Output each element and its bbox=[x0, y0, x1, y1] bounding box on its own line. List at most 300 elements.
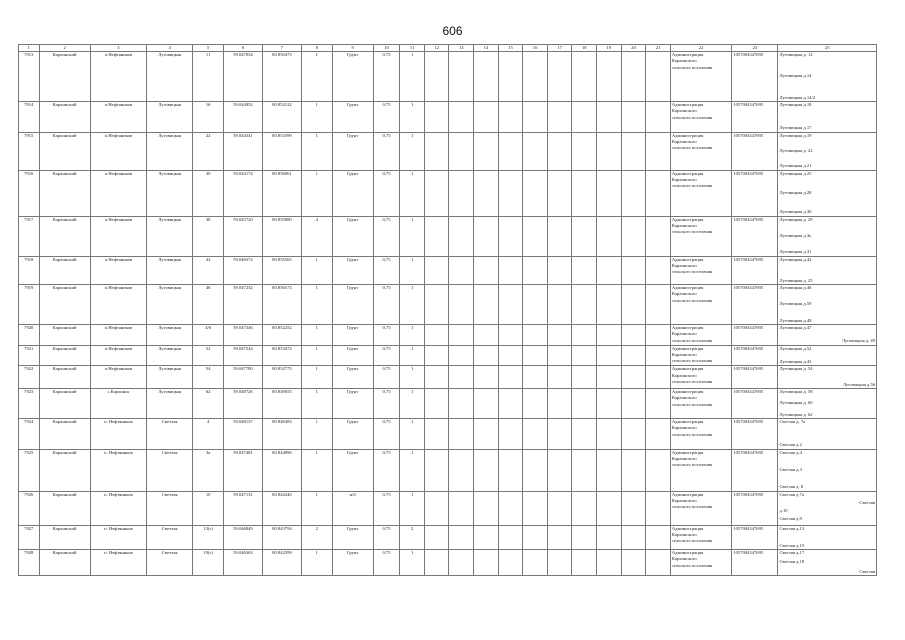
served-address: Светлая д.17 bbox=[779, 550, 805, 556]
empty-cell bbox=[621, 325, 646, 346]
area-cell: 0,75 bbox=[373, 550, 400, 576]
empty-cell bbox=[474, 170, 499, 216]
inn-cell: 1057004347695 bbox=[732, 449, 778, 491]
served-address: Луговицкая д. 29 bbox=[779, 216, 813, 222]
street-cell: Луговицкая bbox=[147, 366, 193, 389]
served-addresses-cell bbox=[778, 132, 877, 170]
empty-cell bbox=[498, 366, 523, 389]
served-address: Луговицкая д.25 bbox=[779, 170, 812, 176]
column-number-header: 6 bbox=[224, 45, 263, 52]
latitude-cell: 59.046363 bbox=[224, 550, 263, 576]
row-number-cell: 7921 bbox=[19, 345, 40, 366]
empty-cell bbox=[424, 170, 449, 216]
served-address: Светлая д.15 bbox=[779, 542, 805, 548]
empty-cell bbox=[523, 550, 548, 576]
empty-cell bbox=[498, 418, 523, 449]
longitude-cell: 80.856061 bbox=[262, 170, 301, 216]
district-cell: Карлинский bbox=[39, 132, 90, 170]
owner-cell bbox=[670, 525, 732, 550]
settlement-cell: п.Нефтяников bbox=[90, 170, 146, 216]
owner-line: Карлинского bbox=[671, 331, 697, 337]
empty-cell bbox=[572, 102, 597, 133]
empty-cell bbox=[474, 366, 499, 389]
empty-cell bbox=[523, 345, 548, 366]
empty-cell bbox=[474, 285, 499, 325]
quantity-cell: 1 bbox=[301, 345, 332, 366]
inn-cell: 1057004347695 bbox=[732, 52, 778, 102]
empty-cell bbox=[572, 345, 597, 366]
house-cell: 54 bbox=[193, 366, 224, 389]
empty-cell bbox=[424, 366, 449, 389]
empty-cell bbox=[424, 525, 449, 550]
longitude-cell: 80.853399 bbox=[262, 132, 301, 170]
bin-count-cell: 1 bbox=[400, 491, 425, 525]
quantity-cell: 1 bbox=[301, 256, 332, 285]
area-cell: 0,75 bbox=[373, 418, 400, 449]
owner-line: Карлинского bbox=[671, 531, 697, 537]
empty-cell bbox=[449, 491, 474, 525]
column-number-header: 21 bbox=[646, 45, 671, 52]
served-address: Луговицкая д.14 bbox=[779, 73, 812, 79]
served-address: Светлая д.3 bbox=[779, 466, 802, 472]
served-address: Луговицкая д.30 bbox=[779, 209, 812, 215]
quantity-cell: 1 bbox=[301, 52, 332, 102]
empty-cell bbox=[547, 102, 572, 133]
owner-cell bbox=[670, 285, 732, 325]
settlement-cell: п.Нефтяников bbox=[90, 216, 146, 256]
served-address: Светлая д.2 bbox=[779, 442, 802, 448]
empty-cell bbox=[597, 52, 622, 102]
empty-cell bbox=[547, 418, 572, 449]
served-address: Луговицкая д. 49 bbox=[841, 338, 875, 344]
owner-line: Карлинского bbox=[671, 497, 697, 503]
owner-line: Администрация bbox=[671, 366, 704, 372]
empty-cell bbox=[621, 491, 646, 525]
served-addresses-cell bbox=[778, 449, 877, 491]
bin-count-cell: 1 bbox=[400, 366, 425, 389]
empty-cell bbox=[547, 170, 572, 216]
settlement-cell: п. Нефтяников bbox=[90, 550, 146, 576]
column-number-header: 25 bbox=[778, 45, 877, 52]
latitude-cell: 59.046849 bbox=[224, 525, 263, 550]
latitude-cell: 59.047034 bbox=[224, 52, 263, 102]
empty-cell bbox=[498, 285, 523, 325]
bin-count-cell: 1 bbox=[400, 132, 425, 170]
served-address: Луговицкая д. 22 bbox=[779, 147, 813, 153]
served-address: Луговицкая д.18 bbox=[779, 102, 812, 107]
bin-count-cell: 1 bbox=[400, 170, 425, 216]
owner-line: сельского поселения bbox=[671, 297, 713, 303]
owner-line: Администрация bbox=[671, 52, 704, 57]
empty-cell bbox=[424, 418, 449, 449]
empty-cell bbox=[597, 345, 622, 366]
empty-cell bbox=[597, 102, 622, 133]
empty-cell bbox=[621, 256, 646, 285]
quantity-cell: 1 bbox=[301, 491, 332, 525]
owner-line: сельского поселения bbox=[671, 401, 713, 407]
empty-cell bbox=[597, 256, 622, 285]
settlement-cell: п.Нефтяников bbox=[90, 132, 146, 170]
served-address: Светлая д.4 bbox=[779, 449, 802, 455]
table-row bbox=[19, 325, 877, 346]
empty-cell bbox=[572, 256, 597, 285]
table-row bbox=[19, 345, 877, 366]
column-number-header: 11 bbox=[400, 45, 425, 52]
settlement-cell: п.Нефтяников bbox=[90, 345, 146, 366]
street-cell: Луговицкая bbox=[147, 132, 193, 170]
longitude-cell: 80.852775 bbox=[262, 366, 301, 389]
served-address: Луговицкая д. 25 bbox=[779, 277, 813, 283]
house-cell: 42 bbox=[193, 256, 224, 285]
empty-cell bbox=[646, 550, 671, 576]
owner-line: сельского поселения bbox=[671, 562, 713, 568]
latitude-cell: 59.048726 bbox=[224, 388, 263, 418]
empty-cell bbox=[572, 170, 597, 216]
empty-cell bbox=[449, 256, 474, 285]
empty-cell bbox=[572, 418, 597, 449]
area-cell: 0,75 bbox=[373, 285, 400, 325]
longitude-cell: 80.855880 bbox=[262, 216, 301, 256]
empty-cell bbox=[424, 550, 449, 576]
served-addresses-cell bbox=[778, 52, 877, 102]
empty-cell bbox=[424, 345, 449, 366]
inn-cell: 1057004347695 bbox=[732, 366, 778, 389]
empty-cell bbox=[424, 256, 449, 285]
empty-cell bbox=[646, 256, 671, 285]
empty-cell bbox=[523, 325, 548, 346]
column-number-header: 10 bbox=[373, 45, 400, 52]
empty-cell bbox=[621, 52, 646, 102]
served-address: Луговицкая д.59 bbox=[779, 301, 812, 307]
inn-cell: 1057004347695 bbox=[732, 550, 778, 576]
street-cell: Луговицкая bbox=[147, 285, 193, 325]
quantity-cell: 1 bbox=[301, 170, 332, 216]
latitude-cell: 59.047780 bbox=[224, 366, 263, 389]
district-cell: Карлинский bbox=[39, 256, 90, 285]
empty-cell bbox=[523, 52, 548, 102]
area-cell: 0,75 bbox=[373, 525, 400, 550]
empty-cell bbox=[424, 449, 449, 491]
empty-cell bbox=[621, 388, 646, 418]
table-row bbox=[19, 102, 877, 133]
empty-cell bbox=[424, 325, 449, 346]
empty-cell bbox=[646, 491, 671, 525]
empty-cell bbox=[572, 491, 597, 525]
area-cell: 0,75 bbox=[373, 345, 400, 366]
house-cell: 13(г) bbox=[193, 525, 224, 550]
surface-cell: Грунт bbox=[332, 449, 373, 491]
table-row bbox=[19, 418, 877, 449]
surface-cell: Грунт bbox=[332, 170, 373, 216]
empty-cell bbox=[523, 285, 548, 325]
column-number-header: 3 bbox=[90, 45, 146, 52]
empty-cell bbox=[646, 449, 671, 491]
served-address: Светлая д.9 bbox=[779, 516, 802, 522]
settlement-cell: п. Нефтяников bbox=[90, 418, 146, 449]
house-cell: 10 bbox=[193, 491, 224, 525]
owner-line: сельского поселения bbox=[671, 114, 713, 120]
column-number-header: 7 bbox=[262, 45, 301, 52]
empty-cell bbox=[449, 285, 474, 325]
empty-cell bbox=[597, 449, 622, 491]
owner-cell bbox=[670, 102, 732, 133]
empty-cell bbox=[621, 366, 646, 389]
bin-count-cell: 1 bbox=[400, 102, 425, 133]
bin-count-cell: 1 bbox=[400, 256, 425, 285]
latitude-cell: 59.044952 bbox=[224, 102, 263, 133]
table-row bbox=[19, 170, 877, 216]
served-addresses-cell bbox=[778, 325, 877, 346]
empty-cell bbox=[646, 285, 671, 325]
served-addresses-cell bbox=[778, 285, 877, 325]
table-row bbox=[19, 285, 877, 325]
table-row bbox=[19, 449, 877, 491]
empty-cell bbox=[621, 525, 646, 550]
empty-cell bbox=[474, 550, 499, 576]
district-cell: Карлинский bbox=[39, 388, 90, 418]
surface-cell: Грунт bbox=[332, 216, 373, 256]
row-number-cell: 7922 bbox=[19, 366, 40, 389]
latitude-cell: 59.047346 bbox=[224, 325, 263, 346]
owner-line: сельского поселения bbox=[671, 378, 713, 384]
quantity-cell: 1 bbox=[301, 449, 332, 491]
street-cell: Светлая bbox=[147, 525, 193, 550]
owner-cell bbox=[670, 52, 732, 102]
empty-cell bbox=[449, 449, 474, 491]
quantity-cell: 4 bbox=[301, 216, 332, 256]
owner-line: Администрация bbox=[671, 418, 704, 424]
area-cell: 0,75 bbox=[373, 52, 400, 102]
served-address: Луговицкая д. 54 bbox=[779, 366, 813, 372]
row-number-cell: 7926 bbox=[19, 491, 40, 525]
empty-cell bbox=[449, 52, 474, 102]
column-number-header: 19 bbox=[597, 45, 622, 52]
column-number-header: 4 bbox=[147, 45, 193, 52]
owner-line: Карлинского bbox=[671, 108, 697, 114]
empty-cell bbox=[498, 256, 523, 285]
empty-cell bbox=[449, 345, 474, 366]
latitude-cell: 59.047232 bbox=[224, 285, 263, 325]
empty-cell bbox=[597, 388, 622, 418]
surface-cell: Грунт bbox=[332, 52, 373, 102]
empty-cell bbox=[449, 325, 474, 346]
quantity-cell: 1 bbox=[301, 132, 332, 170]
owner-cell bbox=[670, 325, 732, 346]
owner-line: Карлинского bbox=[671, 395, 697, 401]
empty-cell bbox=[597, 525, 622, 550]
served-address: Луговицкая д. 58 bbox=[779, 388, 813, 394]
column-number-header: 23 bbox=[732, 45, 778, 52]
empty-cell bbox=[646, 525, 671, 550]
row-number-cell: 7919 bbox=[19, 285, 40, 325]
settlement-cell: п.Нефтяников bbox=[90, 285, 146, 325]
empty-cell bbox=[547, 449, 572, 491]
owner-line: Администрация bbox=[671, 170, 704, 176]
empty-cell bbox=[424, 216, 449, 256]
empty-cell bbox=[474, 216, 499, 256]
street-cell: Луговицкая bbox=[147, 256, 193, 285]
column-number-header: 5 bbox=[193, 45, 224, 52]
house-cell: 4 bbox=[193, 418, 224, 449]
street-cell: Светлая bbox=[147, 550, 193, 576]
area-cell: 0,75 bbox=[373, 132, 400, 170]
row-number-cell: 7928 bbox=[19, 550, 40, 576]
district-cell: Карлинский bbox=[39, 285, 90, 325]
table-row bbox=[19, 52, 877, 102]
bin-count-cell: 1 bbox=[400, 550, 425, 576]
empty-cell bbox=[498, 550, 523, 576]
house-cell: 52 bbox=[193, 345, 224, 366]
latitude-cell: 59.046572 bbox=[224, 256, 263, 285]
bin-count-cell: 1 bbox=[400, 418, 425, 449]
district-cell: Карлинский bbox=[39, 550, 90, 576]
surface-cell: Грунт bbox=[332, 132, 373, 170]
latitude-cell: 59.044174 bbox=[224, 170, 263, 216]
empty-cell bbox=[449, 525, 474, 550]
latitude-cell: 59.047481 bbox=[224, 449, 263, 491]
longitude-cell: 80.846383 bbox=[262, 418, 301, 449]
empty-cell bbox=[498, 132, 523, 170]
row-number-cell: 7913 bbox=[19, 52, 40, 102]
table-row bbox=[19, 216, 877, 256]
column-number-header: 2 bbox=[39, 45, 90, 52]
owner-cell bbox=[670, 366, 732, 389]
empty-cell bbox=[572, 285, 597, 325]
empty-cell bbox=[449, 550, 474, 576]
empty-cell bbox=[572, 216, 597, 256]
owner-cell bbox=[670, 550, 732, 576]
latitude-cell: 59.045720 bbox=[224, 216, 263, 256]
quantity-cell: 1 bbox=[301, 285, 332, 325]
empty-cell bbox=[547, 366, 572, 389]
table-row bbox=[19, 388, 877, 418]
empty-cell bbox=[621, 345, 646, 366]
empty-cell bbox=[547, 345, 572, 366]
owner-line: сельского поселения bbox=[671, 358, 713, 364]
served-address: Луговицкая д.43 bbox=[779, 359, 812, 365]
empty-cell bbox=[498, 102, 523, 133]
row-number-cell: 7917 bbox=[19, 216, 40, 256]
empty-cell bbox=[474, 345, 499, 366]
surface-cell: Грунт bbox=[332, 102, 373, 133]
latitude-cell: 59.048137 bbox=[224, 418, 263, 449]
row-number-cell: 7915 bbox=[19, 132, 40, 170]
empty-cell bbox=[597, 491, 622, 525]
empty-cell bbox=[621, 132, 646, 170]
empty-cell bbox=[498, 325, 523, 346]
district-cell: Карлинский bbox=[39, 325, 90, 346]
owner-line: Администрация bbox=[671, 216, 704, 222]
street-cell: Луговицкая bbox=[147, 216, 193, 256]
bin-count-cell: 1 bbox=[400, 216, 425, 256]
served-address: Луговицкая д. 60 bbox=[779, 400, 813, 406]
district-cell: Карлинский bbox=[39, 491, 90, 525]
longitude-cell: 80.850473 bbox=[262, 52, 301, 102]
street-cell: Светлая bbox=[147, 491, 193, 525]
empty-cell bbox=[474, 525, 499, 550]
owner-line: Администрация bbox=[671, 256, 704, 262]
row-number-cell: 7914 bbox=[19, 102, 40, 133]
owner-line: сельского поселения bbox=[671, 337, 713, 343]
owner-line: Администрация bbox=[671, 132, 704, 138]
quantity-cell: 1 bbox=[301, 325, 332, 346]
empty-cell bbox=[621, 170, 646, 216]
area-cell: 0,75 bbox=[373, 491, 400, 525]
empty-cell bbox=[621, 550, 646, 576]
area-cell: 0,75 bbox=[373, 216, 400, 256]
district-cell: Карлинский bbox=[39, 102, 90, 133]
empty-cell bbox=[646, 132, 671, 170]
empty-cell bbox=[646, 216, 671, 256]
surface-cell: Грунт bbox=[332, 325, 373, 346]
served-addresses-cell bbox=[778, 366, 877, 389]
quantity-cell: 1 bbox=[301, 418, 332, 449]
inn-cell: 1057004347695 bbox=[732, 170, 778, 216]
empty-cell bbox=[424, 491, 449, 525]
longitude-cell: 80.843794 bbox=[262, 525, 301, 550]
empty-cell bbox=[424, 52, 449, 102]
owner-line: Администрация bbox=[671, 449, 704, 455]
empty-cell bbox=[523, 132, 548, 170]
area-cell: 0,75 bbox=[373, 256, 400, 285]
house-cell: 30 bbox=[193, 170, 224, 216]
empty-cell bbox=[474, 325, 499, 346]
served-address: Светлая д. 8 bbox=[779, 484, 804, 490]
empty-cell bbox=[547, 216, 572, 256]
owner-line: сельского поселения bbox=[671, 431, 713, 437]
empty-cell bbox=[547, 491, 572, 525]
empty-cell bbox=[547, 388, 572, 418]
empty-cell bbox=[597, 550, 622, 576]
district-cell: Карлинский bbox=[39, 216, 90, 256]
house-cell: 62 bbox=[193, 388, 224, 418]
served-address: Луговицкая д. 12 bbox=[779, 52, 813, 57]
empty-cell bbox=[547, 325, 572, 346]
empty-cell bbox=[597, 325, 622, 346]
latitude-cell: 59.047544 bbox=[224, 345, 263, 366]
surface-cell: Грунт bbox=[332, 366, 373, 389]
empty-cell bbox=[523, 525, 548, 550]
served-address: Светлая bbox=[859, 499, 875, 505]
district-cell: Карлинский bbox=[39, 52, 90, 102]
inn-cell: 1057004347695 bbox=[732, 325, 778, 346]
bin-count-cell: 1 bbox=[400, 345, 425, 366]
empty-cell bbox=[572, 366, 597, 389]
longitude-cell: 80.842599 bbox=[262, 550, 301, 576]
empty-cell bbox=[646, 170, 671, 216]
surface-cell: Грунт bbox=[332, 388, 373, 418]
empty-cell bbox=[449, 170, 474, 216]
owner-cell bbox=[670, 216, 732, 256]
inn-cell: 1057004347695 bbox=[732, 102, 778, 133]
empty-cell bbox=[449, 216, 474, 256]
empty-cell bbox=[597, 285, 622, 325]
column-number-header: 15 bbox=[498, 45, 523, 52]
served-address: Луговицкая д.52 bbox=[779, 345, 812, 351]
served-addresses-cell bbox=[778, 491, 877, 525]
settlement-cell: п. Нефтяников bbox=[90, 449, 146, 491]
inn-cell: 1057004347695 bbox=[732, 345, 778, 366]
settlement-cell: п. Нефтяников bbox=[90, 491, 146, 525]
owner-line: сельского поселения bbox=[671, 183, 713, 189]
district-cell: Карлинский bbox=[39, 418, 90, 449]
bin-count-cell: 1 bbox=[400, 285, 425, 325]
owner-line: сельского поселения bbox=[671, 145, 713, 151]
served-address: Светлая д. 7а bbox=[779, 418, 806, 424]
empty-cell bbox=[523, 388, 548, 418]
owner-line: Администрация bbox=[671, 388, 704, 394]
empty-cell bbox=[646, 388, 671, 418]
